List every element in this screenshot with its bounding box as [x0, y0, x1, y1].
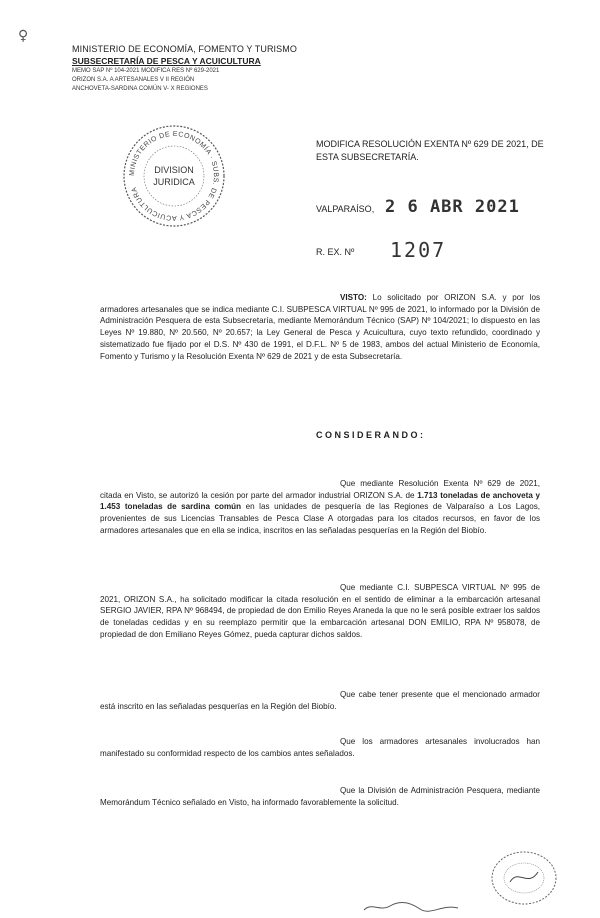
memo-reference: MEMO SAP Nº 104-2021 MODIFICA RES Nº 629-2021: [72, 68, 220, 74]
corner-handwritten-mark: ♀: [18, 28, 29, 44]
bottom-scribble: [362, 900, 462, 914]
subsecretaria-name: SUBSECRETARÍA DE PESCA Y ACUICULTURA: [72, 56, 261, 66]
considerando-paragraph-1: [100, 478, 540, 537]
letterhead: [72, 43, 312, 94]
considerando-paragraph-4: Que los armadores artesanales involucrados han manifestado su conformidad respecto de los cambios antes señalados.: [100, 737, 540, 758]
considerando-paragraph-2: Que mediante C.I. SUBPESCA VIRTUAL Nº 995 de 2021, ORIZON S.A., ha solicitado modificar la citada resolución en el sentido de eliminar a la embarcación artesanal SERGIO JAVIER, RPA Nº 968494, de propiedad de don Emilio Reyes Araneda la que no le será posible extraer los saldos de toneladas cedidas y en su reemplazo permitir que la embarcación artesanal DON EMILIO, RPA Nº 958078, de propiedad de don Emiliano Reyes Gómez, pueda capturar dichos saldos.: [100, 583, 540, 639]
approval-stamp: [488, 848, 560, 908]
p1-text-c: en las unidades de pesquería de las Regiones de Valparaíso a Los Lagos, provenientes de sus Licencias Transables de Pesca Clase A otorgadas para los citados recursos, en favor de los armadores artesanales que en ella se indica, inscritos en las señaladas pesquerías en la Región del Biobío.: [100, 502, 541, 535]
visto-text: Lo solicitado por ORIZON S.A. y por los armadores artesanales que se indica mediante C.I. SUBPESCA VIRTUAL Nº 995 de 2021, lo informado por la División de Administración Pesquera de esta Subsecretaría, mediante Memorándum Técnico (SAP) Nº 104/2021; lo dispuesto en las Leyes Nº 19.880, Nº 20.560, Nº 20.657; la Ley General de Pesca y Acuicultura, cuyo texto refundido, coordinado y sistematizado fue fijado por el D.S. Nº 430 de 1991, el D.F.L. Nº 5 de 1983, ambos del actual Ministerio de Economía, Fomento y Turismo y la Resolución Exenta Nº 629 de 2021 y de esta Subsecretaría.: [100, 293, 540, 361]
division-juridica-seal: [120, 122, 228, 230]
seal-center-line1: DIVISION: [154, 165, 194, 175]
ministry-name: MINISTERIO DE ECONOMÍA, FOMENTO Y TURISMO: [72, 44, 297, 54]
seal-center-line2: JURIDICA: [153, 177, 195, 187]
seal-ring-text: MINISTERIO DE ECONOMÍA · SUBS. DE PESCA Y ACUICULTURA: [128, 130, 220, 222]
visto-paragraph: [100, 292, 540, 362]
place-label: VALPARAÍSO,: [316, 204, 375, 214]
species-reference: ANCHOVETA-SARDINA COMÚN V- X REGIONES: [72, 86, 208, 92]
p1-bold-tonnage: 1.713 toneladas de anchoveta y 1.453 toneladas de sardina común: [100, 490, 541, 512]
considerando-paragraph-5: Que la División de Administración Pesquera, mediante Memorándum Técnico señalado en Visto, ha informado favorablemente la solicitud.: [100, 786, 540, 807]
visto-label: VISTO:: [340, 293, 367, 302]
company-reference: ORIZON S.A. A ARTESANALES V II REGIÓN: [72, 77, 195, 83]
resolution-label: R. EX. Nº: [316, 247, 355, 257]
date-stamp: 2 6 ABR 2021: [385, 197, 520, 217]
considerando-paragraph-3: Que cabe tener presente que el mencionado armador está inscrito en las señaladas pesquerías en la Región del Biobío.: [100, 690, 540, 711]
p1-text-a: Que mediante Resolución Exenta Nº 629 de 2021, citada en Visto, se autorizó la cesión por parte del armador industrial ORIZON S.A. de: [100, 479, 540, 500]
svg-text:MINISTERIO DE ECONOMÍA · SUBS.: [129, 131, 219, 221]
resolution-number: 1207: [390, 238, 447, 262]
resolution-subject: MODIFICA RESOLUCIÓN EXENTA Nº 629 DE 2021, DE ESTA SUBSECRETARÍA.: [316, 139, 544, 162]
considerando-heading: CONSIDERANDO:: [316, 430, 426, 440]
